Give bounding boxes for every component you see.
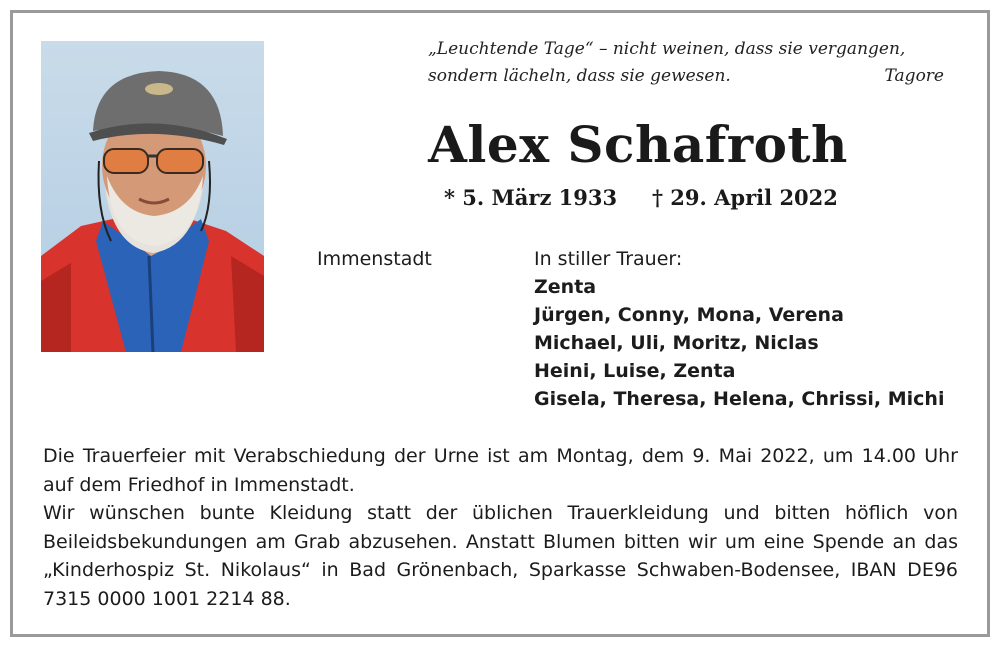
place-name: Immenstadt	[317, 248, 432, 270]
quote-line-1: „Leuchtende Tage“ – nicht weinen, dass sie vergangen,	[428, 39, 906, 59]
quote-line-2: sondern lächeln, dass sie gewesen.	[428, 66, 731, 86]
life-dates	[444, 184, 838, 212]
mourner-line: Michael, Uli, Moritz, Niclas	[534, 332, 819, 354]
mourner-line: Jürgen, Conny, Mona, Verena	[534, 304, 844, 326]
deceased-name: Alex Schafroth	[428, 115, 848, 174]
notice-paragraph-1: Die Trauerfeier mit Verabschiedung der Urne ist am Montag, dem 9. Mai 2022, um 14.00 Uhr auf dem Friedhof in Immenstadt.	[43, 445, 958, 496]
epigraph-quote	[428, 36, 948, 90]
quote-author: Tagore	[884, 66, 944, 86]
portrait-illustration	[41, 41, 264, 352]
mourner-line: Gisela, Theresa, Helena, Chrissi, Michi	[534, 388, 945, 410]
death-date: † 29. April 2022	[652, 185, 838, 210]
portrait-photo	[41, 41, 264, 352]
mourners-list	[534, 245, 944, 413]
mourner-line: Zenta	[534, 276, 597, 298]
mourner-line: Heini, Luise, Zenta	[534, 360, 736, 382]
notice-paragraph-2: Wir wünschen bunte Kleidung statt der üblichen Trauerkleidung und bitten höflich von Beileidsbekundungen am Grab abzusehen. Anstatt Blumen bitten wir um eine Spende an das „Kinderhospiz St. Nikolaus“ in Bad Grönenbach, Sparkasse Schwaben-Bodensee, IBAN DE96 7315 0000 1001 2214 88.	[43, 502, 958, 610]
mourners-intro: In stiller Trauer:	[534, 248, 683, 270]
birth-date: * 5. März 1933	[444, 185, 618, 210]
funeral-notice-text	[43, 442, 958, 613]
